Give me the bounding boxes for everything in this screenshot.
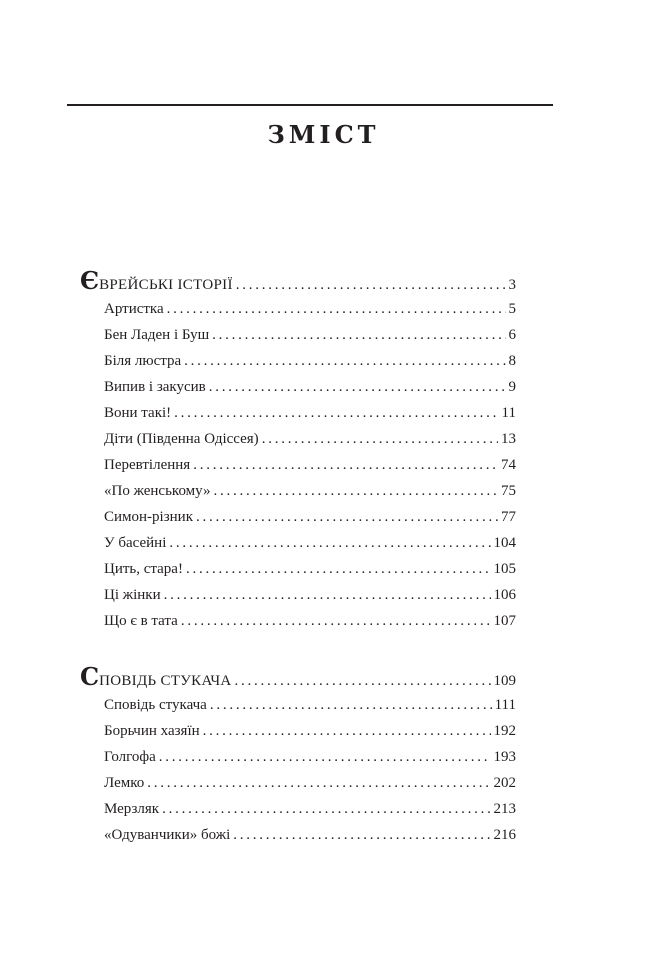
entry-title: Випив і закусив <box>104 379 206 395</box>
entry-title: «Одуванчики» божі <box>104 827 231 843</box>
entry-title: Перевтілення <box>104 457 191 473</box>
toc-entry-row[interactable] <box>80 608 516 634</box>
section-title <box>80 662 232 696</box>
toc-entry-row[interactable] <box>80 556 516 582</box>
top-rule <box>67 104 553 106</box>
entry-page-number: 104 <box>493 535 516 551</box>
toc-entry-row[interactable] <box>80 296 516 322</box>
toc-section-row[interactable] <box>80 662 516 692</box>
entry-page-number: 106 <box>493 587 516 603</box>
dot-leader <box>181 608 491 634</box>
dot-leader <box>162 796 490 822</box>
section-title-initial: Є <box>80 266 100 295</box>
entry-page-number: 8 <box>508 353 516 369</box>
entry-title: Цить, стара! <box>104 561 183 577</box>
section-title-initial: С <box>80 662 100 691</box>
dot-leader <box>167 296 506 322</box>
page-title: ЗМІСТ <box>267 120 380 149</box>
toc-entry-row[interactable] <box>80 452 516 478</box>
dot-leader <box>203 718 491 744</box>
dot-leader <box>212 322 505 348</box>
entry-page-number: 213 <box>493 801 516 817</box>
section-title-rest: ПОВІДЬ СТУКАЧА <box>99 673 232 689</box>
entry-page-number: 6 <box>508 327 516 343</box>
toc-entry-row[interactable] <box>80 478 516 504</box>
dot-leader <box>159 744 491 770</box>
entry-page-number: 202 <box>493 775 516 791</box>
entry-title: Голгофа <box>104 749 156 765</box>
dot-leader <box>147 770 490 796</box>
entry-page-number: 193 <box>493 749 516 765</box>
entry-page-number: 13 <box>501 431 516 447</box>
section-title-rest: ВРЕЙСЬКІ ІСТОРІЇ <box>99 277 233 293</box>
entry-title: Ці жінки <box>104 587 161 603</box>
dot-leader <box>186 556 491 582</box>
dot-leader <box>233 822 490 848</box>
dot-leader <box>174 400 498 426</box>
dot-leader <box>184 348 505 374</box>
toc-entry-row[interactable] <box>80 692 516 718</box>
toc-entry-row[interactable] <box>80 426 516 452</box>
entry-page-number: 216 <box>493 827 516 843</box>
entry-page-number: 75 <box>501 483 516 499</box>
toc-entry-row[interactable] <box>80 374 516 400</box>
entry-page-number: 5 <box>508 301 516 317</box>
dot-leader <box>214 478 498 504</box>
entry-title: Борьчин хазяїн <box>104 723 200 739</box>
section-page-number: 109 <box>493 673 516 689</box>
toc-entry-row[interactable] <box>80 796 516 822</box>
dot-leader <box>262 426 498 452</box>
toc-entry-row[interactable] <box>80 322 516 348</box>
dot-leader <box>209 374 506 400</box>
toc-entry-row[interactable] <box>80 822 516 848</box>
entry-title: Сповідь стукача <box>104 697 207 713</box>
toc-section-row[interactable] <box>80 266 516 296</box>
table-of-contents <box>80 266 516 848</box>
toc-entry-row[interactable] <box>80 348 516 374</box>
entry-title: Діти (Південна Одіссея) <box>104 431 259 447</box>
entry-title: Мерзляк <box>104 801 160 817</box>
entry-title: Лемко <box>104 775 145 791</box>
toc-entry-row[interactable] <box>80 744 516 770</box>
dot-leader <box>210 692 492 718</box>
dot-leader <box>193 452 498 478</box>
section-title <box>80 266 233 300</box>
dot-leader <box>196 504 498 530</box>
entry-page-number: 74 <box>501 457 516 473</box>
entry-title: Симон-різник <box>104 509 193 525</box>
toc-entry-row[interactable] <box>80 718 516 744</box>
entry-page-number: 11 <box>501 405 516 421</box>
entry-title: Що є в тата <box>104 613 178 629</box>
toc-entry-row[interactable] <box>80 400 516 426</box>
entry-title: Біля люстра <box>104 353 182 369</box>
section-gap <box>80 634 516 662</box>
entry-page-number: 77 <box>501 509 516 525</box>
toc-entry-row[interactable] <box>80 582 516 608</box>
entry-page-number: 192 <box>493 723 516 739</box>
entry-page-number: 111 <box>494 697 516 713</box>
entry-title: Бен Ладен і Буш <box>104 327 210 343</box>
toc-entry-row[interactable] <box>80 770 516 796</box>
entry-page-number: 105 <box>493 561 516 577</box>
toc-entry-row[interactable] <box>80 530 516 556</box>
entry-title: Артистка <box>104 301 164 317</box>
section-page-number: 3 <box>508 277 516 293</box>
entry-title: У басейні <box>104 535 167 551</box>
entry-page-number: 107 <box>493 613 516 629</box>
entry-title: Вони такі! <box>104 405 172 421</box>
entry-page-number: 9 <box>508 379 516 395</box>
dot-leader <box>164 582 491 608</box>
dot-leader <box>169 530 490 556</box>
entry-title: «По женському» <box>104 483 211 499</box>
toc-entry-row[interactable] <box>80 504 516 530</box>
